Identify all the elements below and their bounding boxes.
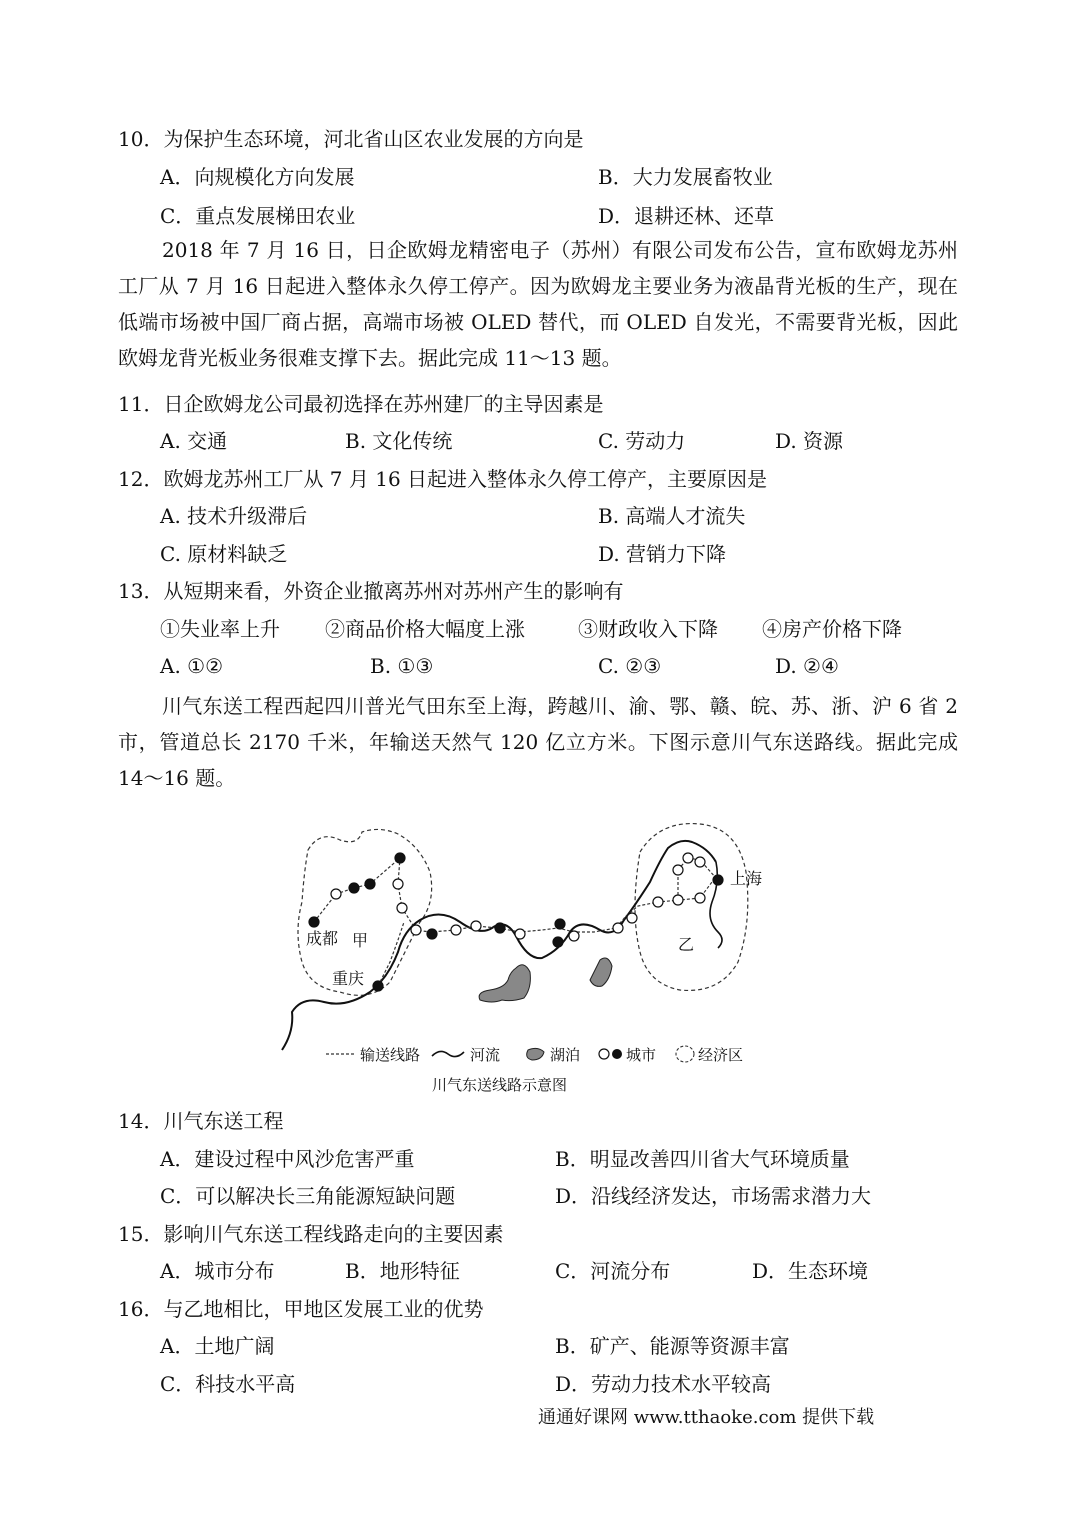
lake-poyang: [590, 958, 612, 986]
pipeline-route-map: [280, 812, 790, 1102]
q11-option-d: D. 资源: [775, 429, 844, 453]
q13-item-2: ②商品价格大幅度上涨: [325, 617, 525, 641]
city-marker: [695, 857, 705, 867]
city-marker: [673, 865, 683, 875]
label-yi: 乙: [678, 935, 695, 954]
q15-option-d: D．生态环境: [752, 1259, 869, 1283]
q10-option-b: B．大力发展畜牧业: [598, 165, 773, 189]
city-marker: [695, 893, 705, 903]
q14-option-d: D．沿线经济发达，市场需求潜力大: [555, 1184, 872, 1208]
city-marker: [515, 929, 525, 939]
region-yi-boundary: [635, 824, 748, 991]
q10-option-c: C．重点发展梯田农业: [160, 204, 356, 228]
q14-option-c: C．可以解决长三角能源短缺问题: [160, 1184, 456, 1208]
footer-source: 通通好课网 www.tthaoke.com 提供下载: [538, 1407, 875, 1428]
city-marker: [365, 879, 375, 889]
legend-region-symbol: [676, 1046, 694, 1062]
q13-option-d: D. ②④: [775, 654, 839, 678]
label-shanghai: 上海: [730, 869, 763, 888]
q13-option-a: A. ①②: [160, 654, 224, 678]
legend-city-open: [599, 1049, 609, 1059]
city-marker: [349, 883, 359, 893]
question-11-stem: 11．日企欧姆龙公司最初选择在苏州建厂的主导因素是: [118, 392, 604, 416]
city-marker: [393, 879, 403, 889]
q13-option-b: B. ①③: [370, 654, 434, 678]
legend-city-label: 城市: [626, 1046, 657, 1064]
passage-omron: 2018 年 7 月 16 日，日企欧姆龙精密电子（苏州）有限公司发布公告，宣布欧姆龙苏州工厂从 7 月 16 日起进入整体永久停工停产。因为欧姆龙主要业务为液晶背光板的生产，现在低端市场被中国厂商占据，高端市场被 OLED 替代，而 OLED 自发光，不需要背光板，因此欧姆龙背光板业务很难支撑下去。据此完成 11～13 题。: [118, 238, 958, 370]
city-marker: [411, 925, 421, 935]
question-13-stem: 13．从短期来看，外资企业撤离苏州对苏州产生的影响有: [118, 579, 624, 603]
q15-option-b: B．地形特征: [345, 1259, 460, 1283]
q13-option-c: C. ②③: [598, 654, 662, 678]
map-caption: 川气东送线路示意图: [432, 1076, 568, 1094]
city-marker: [397, 903, 407, 913]
city-marker: [627, 913, 637, 923]
city-chongqing: [373, 981, 383, 991]
q16-option-c: C．科技水平高: [160, 1372, 296, 1396]
legend-river-label: 河流: [470, 1046, 501, 1064]
q11-option-a: A. 交通: [160, 429, 228, 453]
city-marker: [569, 931, 579, 941]
q13-item-1: ①失业率上升: [160, 617, 280, 641]
city-marker: [331, 889, 341, 899]
q15-option-a: A．城市分布: [160, 1259, 275, 1283]
q16-option-a: A．土地广阔: [160, 1334, 275, 1358]
q12-option-b: B. 高端人才流失: [598, 504, 746, 528]
pipeline-route-chongqing: [378, 922, 404, 986]
city-marker: [653, 897, 663, 907]
q12-option-a: A. 技术升级滞后: [160, 504, 308, 528]
q16-option-d: D．劳动力技术水平较高: [555, 1372, 772, 1396]
city-shanghai: [713, 875, 723, 885]
q14-option-b: B．明显改善四川省大气环境质量: [555, 1147, 850, 1171]
map-legend: [326, 1046, 743, 1064]
q10-option-a: A．向规模化方向发展: [160, 165, 355, 189]
q13-item-3: ③财政收入下降: [578, 617, 718, 641]
q13-item-4: ④房产价格下降: [762, 617, 902, 641]
question-12-stem: 12．欧姆龙苏州工厂从 7 月 16 日起进入整体永久停工停产，主要原因是: [118, 467, 768, 491]
city-chengdu: [309, 917, 319, 927]
q11-option-b: B. 文化传统: [345, 429, 453, 453]
city-marker: [495, 923, 505, 933]
question-15-stem: 15．影响川气东送工程线路走向的主要因素: [118, 1222, 504, 1246]
lake-dongting: [479, 965, 530, 1002]
q11-option-c: C. 劳动力: [598, 429, 686, 453]
label-chongqing: 重庆: [332, 969, 365, 988]
legend-river-symbol: [432, 1051, 464, 1056]
question-10-stem: 10．为保护生态环境，河北省山区农业发展的方向是: [118, 127, 584, 151]
q12-option-c: C. 原材料缺乏: [160, 542, 288, 566]
river-yangtze: [282, 841, 716, 1050]
map-svg: [280, 812, 790, 1102]
region-jia-boundary: [298, 829, 432, 995]
city-marker: [451, 925, 461, 935]
city-marker: [471, 921, 481, 931]
question-14-stem: 14．川气东送工程: [118, 1109, 284, 1133]
city-marker: [613, 923, 623, 933]
legend-city-filled: [612, 1049, 622, 1059]
question-16-stem: 16．与乙地相比，甲地区发展工业的优势: [118, 1297, 484, 1321]
q14-option-a: A．建设过程中风沙危害严重: [160, 1147, 415, 1171]
legend-lake-symbol: [527, 1048, 544, 1060]
label-jia: 甲: [352, 931, 369, 950]
q16-option-b: B．矿产、能源等资源丰富: [555, 1334, 790, 1358]
legend-lake-label: 湖泊: [550, 1046, 581, 1064]
q15-option-c: C．河流分布: [555, 1259, 671, 1283]
city-marker: [395, 853, 405, 863]
label-chengdu: 成都: [306, 929, 339, 948]
pipeline-route: [314, 858, 712, 932]
legend-region-label: 经济区: [698, 1046, 744, 1064]
city-marker: [427, 929, 437, 939]
passage-gas-pipeline: 川气东送工程西起四川普光气田东至上海，跨越川、渝、鄂、赣、皖、苏、浙、沪 6 省 2 市，管道总长 2170 千米，年输送天然气 120 亿立方米。下图示意川气东送路线。据此完成 14～16 题。: [118, 694, 958, 790]
city-marker: [673, 895, 683, 905]
city-marker: [555, 919, 565, 929]
q12-option-d: D. 营销力下降: [598, 542, 727, 566]
city-marker: [683, 853, 693, 863]
q10-option-d: D．退耕还林、还草: [598, 204, 775, 228]
legend-route-label: 输送线路: [360, 1046, 421, 1064]
city-marker: [553, 937, 563, 947]
